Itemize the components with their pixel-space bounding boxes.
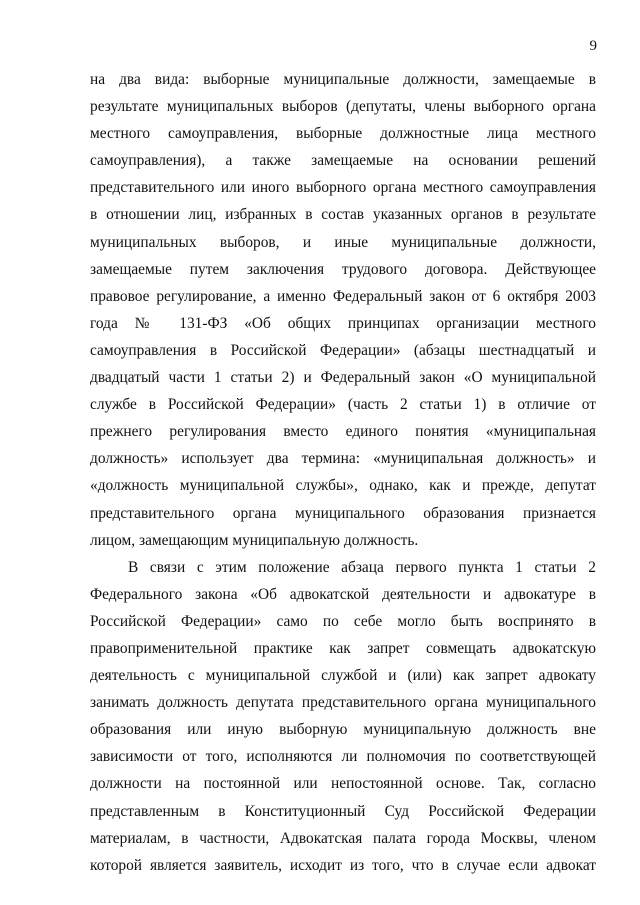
text-line: результате муниципальных выборов (депутаты, члены выборного органа [90,98,596,116]
text-line: двадцатый части 1 статьи 2) и Федеральный закон «О муниципальной [90,369,596,387]
document-body [90,66,596,879]
paragraph-2 [90,554,596,879]
text-line: которой является заявитель, исходит из того, что в случае если адвокат [90,856,596,874]
text-line: должности на постоянной или непостоянной основе. Так, согласно [90,775,596,793]
text-line: правовое регулирование, а именно Федеральный закон от 6 октября 2003 [90,287,596,305]
text-line: должность» использует два термина: «муниципальная должность» и [90,450,596,468]
text-line: представленным в Конституционный Суд Российской Федерации [90,802,596,820]
text-line: муниципальных выборов, и иные муниципальные должности, [90,233,596,251]
text-line: правоприменительной практике как запрет совмещать адвокатскую [90,639,596,657]
text-line: занимать должность депутата представительного органа муниципального [90,694,596,712]
text-line: на два вида: выборные муниципальные должности, замещаемые в [90,71,596,88]
text-line: замещаемые путем заключения трудового договора. Действующее [90,260,596,278]
text-line: года № 131-ФЗ «Об общих принципах организации местного [90,314,596,332]
text-line: материалам, в частности, Адвокатская палата города Москвы, членом [90,829,596,847]
text-line: самоуправления), а также замещаемые на основании решений [90,152,596,170]
text-line: представительного или иного выборного органа местного самоуправления [90,179,596,197]
text-line: лицом, замещающим муниципальную должность. [90,531,419,549]
text-line: службе в Российской Федерации» (часть 2 статьи 1) в отличие от [90,396,596,414]
text-line: Российской Федерации» само по себе могло быть воспринято в [90,612,596,630]
text-line: Федерального закона «Об адвокатской деятельности и адвокатуре в [90,585,596,603]
text-line: деятельность с муниципальной службой и (или) как запрет адвокату [90,667,596,685]
text-line: местного самоуправления, выборные должностные лица местного [90,125,596,143]
page-number: 9 [589,38,597,54]
text-line: В связи с этим положение абзаца первого пункта 1 статьи 2 [128,558,596,576]
text-line: образования или иную выборную муниципальную должность вне [90,721,596,739]
text-line: прежнего регулирования вместо единого понятия «муниципальная [90,423,596,441]
paragraph-1 [90,66,596,554]
text-line: самоуправления в Российской Федерации» (абзацы шестнадцатый и [90,341,596,359]
text-line: в отношении лиц, избранных в состав указанных органов в результате [90,206,596,224]
text-line: «должность муниципальной службы», однако, как и прежде, депутат [90,477,596,495]
text-line: зависимости от того, исполняются ли полномочия по соответствующей [90,748,596,766]
text-line: представительного органа муниципального образования признается [90,504,596,522]
